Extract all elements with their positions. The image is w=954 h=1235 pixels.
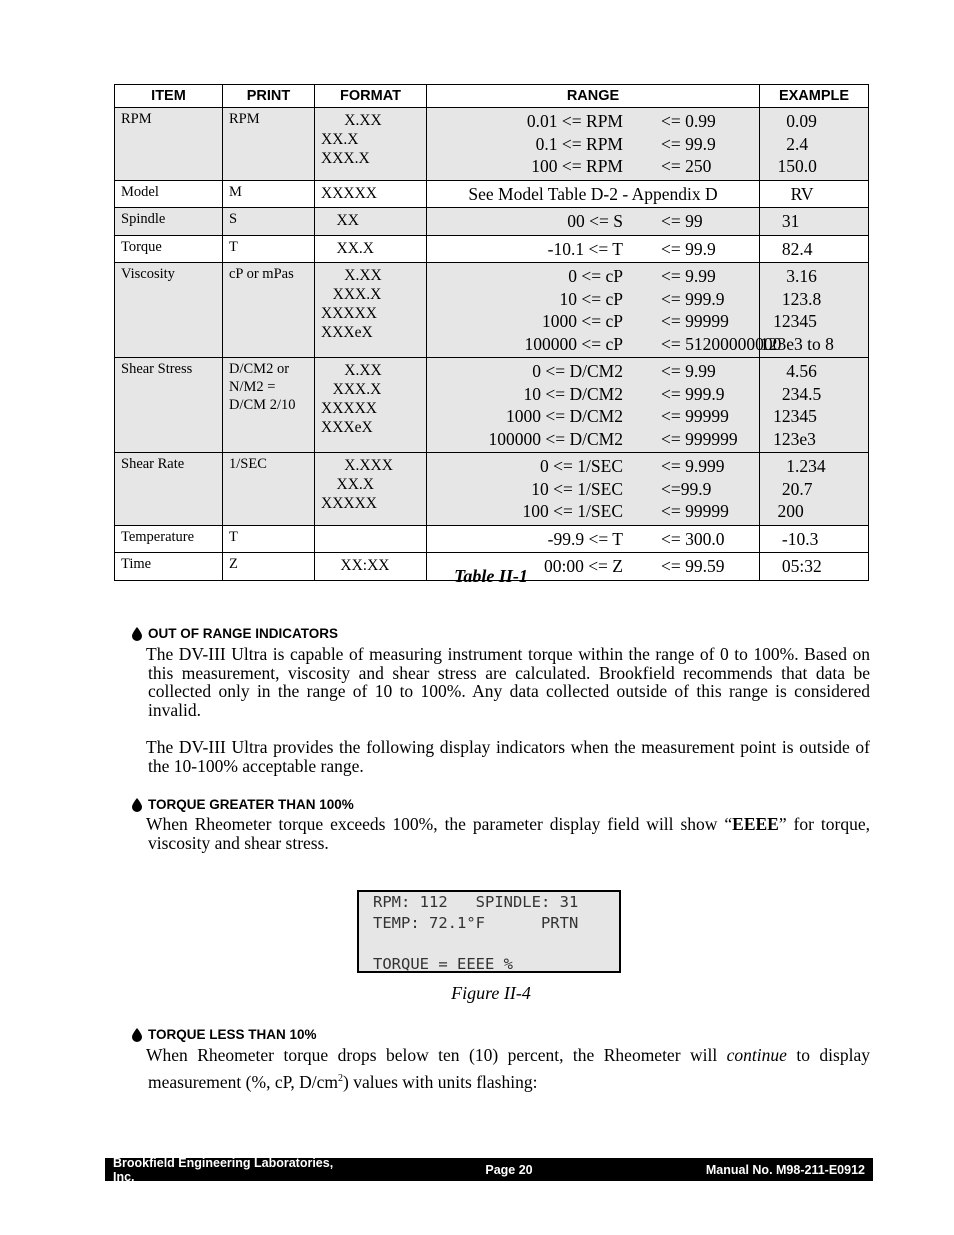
cell-print (223, 108, 315, 181)
range-upper: <= 99999 (661, 406, 729, 426)
format-line: XXXXX (321, 184, 377, 202)
example-line: 31 (760, 211, 800, 231)
section-heading-text: TORQUE GREATER THAN 100% (148, 797, 354, 812)
footer-company: Brookfield Engineering Laboratories, Inc. (113, 1155, 334, 1184)
range-lower: 00 <= S (567, 211, 623, 231)
cell-example (760, 235, 869, 263)
header-format: FORMAT (315, 85, 427, 108)
cell-item: Temperature (115, 525, 223, 553)
figure-caption: Figure II-4 (451, 983, 531, 1003)
cell-item: Shear Rate (115, 453, 223, 526)
example-line: 200 (760, 501, 804, 521)
range-lower: 0 <= D/CM2 (532, 361, 623, 381)
format-line: XXX.X (321, 150, 370, 167)
format-line: XXX.X (321, 286, 382, 303)
paragraph-text: to display measurement (%, cP, D/cm (148, 1045, 870, 1092)
print-line: S (229, 211, 238, 227)
range-line (427, 288, 759, 311)
paragraph-text: ” for torque, viscosity and shear stress. (148, 814, 870, 853)
paragraph-text: ) values with units flashing: (343, 1071, 538, 1092)
example-line: 123.8 (760, 288, 822, 309)
range-upper: <= 9.99 (661, 361, 716, 381)
range-line (427, 360, 759, 383)
table-row (115, 525, 869, 553)
range-lower: 10 <= cP (559, 288, 623, 309)
range-line (427, 133, 759, 156)
cell-format (315, 180, 427, 208)
paragraph-text: When Rheometer torque drops below ten (10) percent, the Rheometer will (146, 1045, 727, 1065)
range-upper: <= 9.99 (661, 266, 716, 286)
example-line: 1.234 (760, 456, 826, 476)
header-example: EXAMPLE (760, 85, 869, 108)
drop-bullet-icon (131, 1028, 143, 1042)
cell-print (223, 180, 315, 208)
range-upper: <= 250 (661, 156, 712, 176)
example-line: 05:32 (760, 556, 822, 576)
table-row (115, 453, 869, 526)
header-range: RANGE (427, 85, 760, 108)
table-row (115, 235, 869, 263)
section-heading-torque-less (131, 1027, 317, 1042)
print-line: T (229, 238, 238, 255)
torque-less-para (148, 1044, 870, 1094)
example-line: 4.56 (760, 361, 817, 381)
range-lower: 100000 <= cP (524, 333, 623, 354)
example-line: 123e3 (760, 428, 816, 449)
range-upper: <= 99.9 (661, 133, 716, 154)
range-lower: 100 <= 1/SEC (522, 501, 623, 521)
format-line: XX:XX (321, 557, 390, 574)
range-upper: <= 99.59 (661, 556, 725, 576)
print-line: D/CM2 or (229, 361, 290, 377)
cell-example (760, 208, 869, 236)
range-line (427, 405, 759, 428)
range-upper: <= 999999 (661, 428, 738, 449)
range-line (427, 110, 759, 133)
paragraph-text: When Rheometer torque exceeds 100%, the parameter display field will show “ (146, 814, 733, 834)
header-print: PRINT (223, 85, 315, 108)
format-line: XXX.X (321, 381, 382, 398)
cell-format (315, 235, 427, 263)
range-upper: <=99.9 (661, 478, 712, 499)
example-line: 0.09 (760, 111, 817, 131)
range-upper: <= 99999 (661, 501, 729, 521)
torque-greater-para (148, 815, 870, 852)
range-upper: <= 9.999 (661, 456, 725, 476)
paragraph-text: The DV-III Ultra is capable of measuring instrument torque within the range of 0 to 100%. Based on this measurement, viscosity and shear stress are calculated. Brookfield recommends that data be collected only in the range of 10 to 100%. Any data collected outside of this range is considered invalid. (146, 644, 870, 720)
table-row (115, 263, 869, 358)
out-of-range-para-1 (148, 645, 870, 719)
cell-range (427, 108, 760, 181)
cell-range (427, 208, 760, 236)
table-row (115, 358, 869, 453)
cell-item: Shear Stress (115, 358, 223, 453)
example-line: 20.7 (760, 478, 813, 499)
page-footer (105, 1155, 873, 1184)
cell-example (760, 453, 869, 526)
cell-print (223, 208, 315, 236)
range-lower: 0 <= 1/SEC (540, 456, 623, 476)
out-of-range-para-2 (148, 738, 870, 775)
range-line (427, 310, 759, 333)
range-lower: 100000 <= D/CM2 (488, 428, 623, 449)
cell-format (315, 525, 427, 553)
range-line (427, 428, 759, 451)
format-line: X.XX (321, 267, 382, 284)
range-lower: 1000 <= D/CM2 (506, 406, 623, 426)
range-line (427, 383, 759, 406)
cell-example (760, 263, 869, 358)
format-line: XX.X (321, 239, 374, 257)
format-line: X.XX (321, 112, 382, 129)
range-lower: 100 <= RPM (531, 156, 623, 176)
example-line: 123e3 to 8 (760, 333, 834, 354)
format-line: XX (321, 212, 359, 229)
range-upper: <= 300.0 (661, 528, 725, 549)
example-line: 234.5 (760, 383, 822, 404)
range-line (427, 238, 759, 261)
cell-example (760, 358, 869, 453)
format-line: X.XXX (321, 457, 393, 474)
format-line: XX.X (321, 131, 359, 148)
format-line: XXXXX (321, 305, 377, 322)
print-line: M (229, 183, 242, 200)
lcd-line (373, 933, 619, 954)
cell-example (760, 108, 869, 181)
table-header-row (115, 85, 869, 108)
range-lower: 0.01 <= RPM (526, 111, 623, 131)
range-text: See Model Table D-2 - Appendix D (468, 183, 718, 204)
range-lower: 10 <= 1/SEC (531, 478, 623, 499)
lcd-line: TEMP: 72.1°F PRTN (373, 913, 579, 932)
cell-item: Model (115, 180, 223, 208)
cell-format (315, 208, 427, 236)
cell-print (223, 235, 315, 263)
cell-range (427, 453, 760, 526)
range-upper: <= 99.9 (661, 238, 716, 259)
format-line: XXXeX (321, 324, 373, 341)
paragraph-text: The DV-III Ultra provides the following display indicators when the measurement point is outside of the 10-100% acceptable range. (146, 737, 870, 776)
range-line (427, 528, 759, 551)
cell-example (760, 525, 869, 553)
table-row (115, 208, 869, 236)
range-line (427, 500, 759, 523)
range-line (427, 210, 759, 233)
cell-item: RPM (115, 108, 223, 181)
cell-item: Time (115, 553, 223, 581)
range-lower: 0 <= cP (568, 266, 623, 286)
example-line: -10.3 (760, 528, 819, 549)
cell-format (315, 108, 427, 181)
example-line: RV (760, 183, 814, 204)
cell-print (223, 453, 315, 526)
cell-print (223, 263, 315, 358)
example-line: 150.0 (760, 156, 817, 176)
print-line: Z (229, 556, 238, 572)
lcd-line: TORQUE = EEEE % (373, 954, 513, 973)
continue-italic-text: continue (726, 1045, 787, 1065)
range-lower: -10.1 <= T (547, 238, 623, 259)
range-lower: -99.9 <= T (547, 528, 623, 549)
lcd-display-figure (357, 890, 621, 973)
range-upper: <= 999.9 (661, 383, 725, 404)
superscript-two: 2 (338, 1073, 344, 1084)
cell-format (315, 453, 427, 526)
lcd-line: RPM: 112 SPINDLE: 31 (373, 893, 579, 911)
cell-range (427, 235, 760, 263)
cell-format (315, 263, 427, 358)
range-line (427, 455, 759, 478)
drop-bullet-icon (131, 798, 143, 812)
range-lower: 0.1 <= RPM (535, 133, 623, 154)
cell-format (315, 358, 427, 453)
example-line: 82.4 (760, 238, 813, 259)
format-line: XXXeX (321, 419, 373, 436)
print-line: 1/SEC (229, 456, 267, 472)
cell-range (427, 180, 760, 208)
footer-manual-number: Manual No. M98-211-E0912 (705, 1162, 865, 1177)
cell-item: Spindle (115, 208, 223, 236)
footer-page-number: Page 20 (485, 1162, 533, 1177)
range-lower: 1000 <= cP (542, 311, 623, 331)
print-line: N/M2 = (229, 379, 276, 395)
range-upper: <= 51200000000 (661, 333, 782, 354)
section-heading-text: OUT OF RANGE INDICATORS (148, 626, 339, 641)
eeee-bold-text: EEEE (732, 814, 779, 834)
range-line (427, 265, 759, 288)
table-caption: Table II-1 (454, 566, 528, 586)
section-heading-out-of-range (131, 626, 338, 641)
range-upper: <= 999.9 (661, 288, 725, 309)
format-line: X.XX (321, 362, 382, 379)
example-line: 2.4 (760, 133, 809, 154)
range-lower: 00:00 <= Z (543, 556, 623, 576)
header-item: ITEM (115, 85, 223, 108)
print-line: RPM (229, 111, 260, 127)
cell-item: Viscosity (115, 263, 223, 358)
drop-bullet-icon (131, 627, 143, 641)
example-line: 12345 (760, 406, 817, 426)
range-upper: <= 99 (661, 211, 703, 231)
range-upper: <= 0.99 (661, 111, 716, 131)
table-row (115, 108, 869, 181)
example-line: 12345 (760, 311, 817, 331)
range-lower: 10 <= D/CM2 (523, 383, 623, 404)
table-row (115, 180, 869, 208)
print-line: cP or mPas (229, 266, 294, 282)
section-heading-torque-greater (131, 797, 354, 812)
range-upper: <= 99999 (661, 311, 729, 331)
cell-range (427, 358, 760, 453)
cell-print (223, 525, 315, 553)
example-line: 3.16 (760, 266, 817, 286)
cell-example (760, 180, 869, 208)
format-line: XXXXX (321, 495, 377, 512)
range-line (427, 333, 782, 356)
range-line (427, 155, 759, 178)
format-line: XXXXX (321, 400, 377, 417)
cell-print (223, 358, 315, 453)
range-line (427, 478, 759, 501)
print-line: D/CM 2/10 (229, 397, 296, 413)
cell-range (427, 263, 782, 358)
section-heading-text: TORQUE LESS THAN 10% (148, 1027, 317, 1042)
format-line: XX.X (321, 476, 374, 493)
cell-range (427, 525, 760, 553)
spec-table (114, 84, 869, 581)
cell-item: Torque (115, 235, 223, 263)
table-body (115, 108, 869, 581)
print-line: T (229, 528, 238, 545)
